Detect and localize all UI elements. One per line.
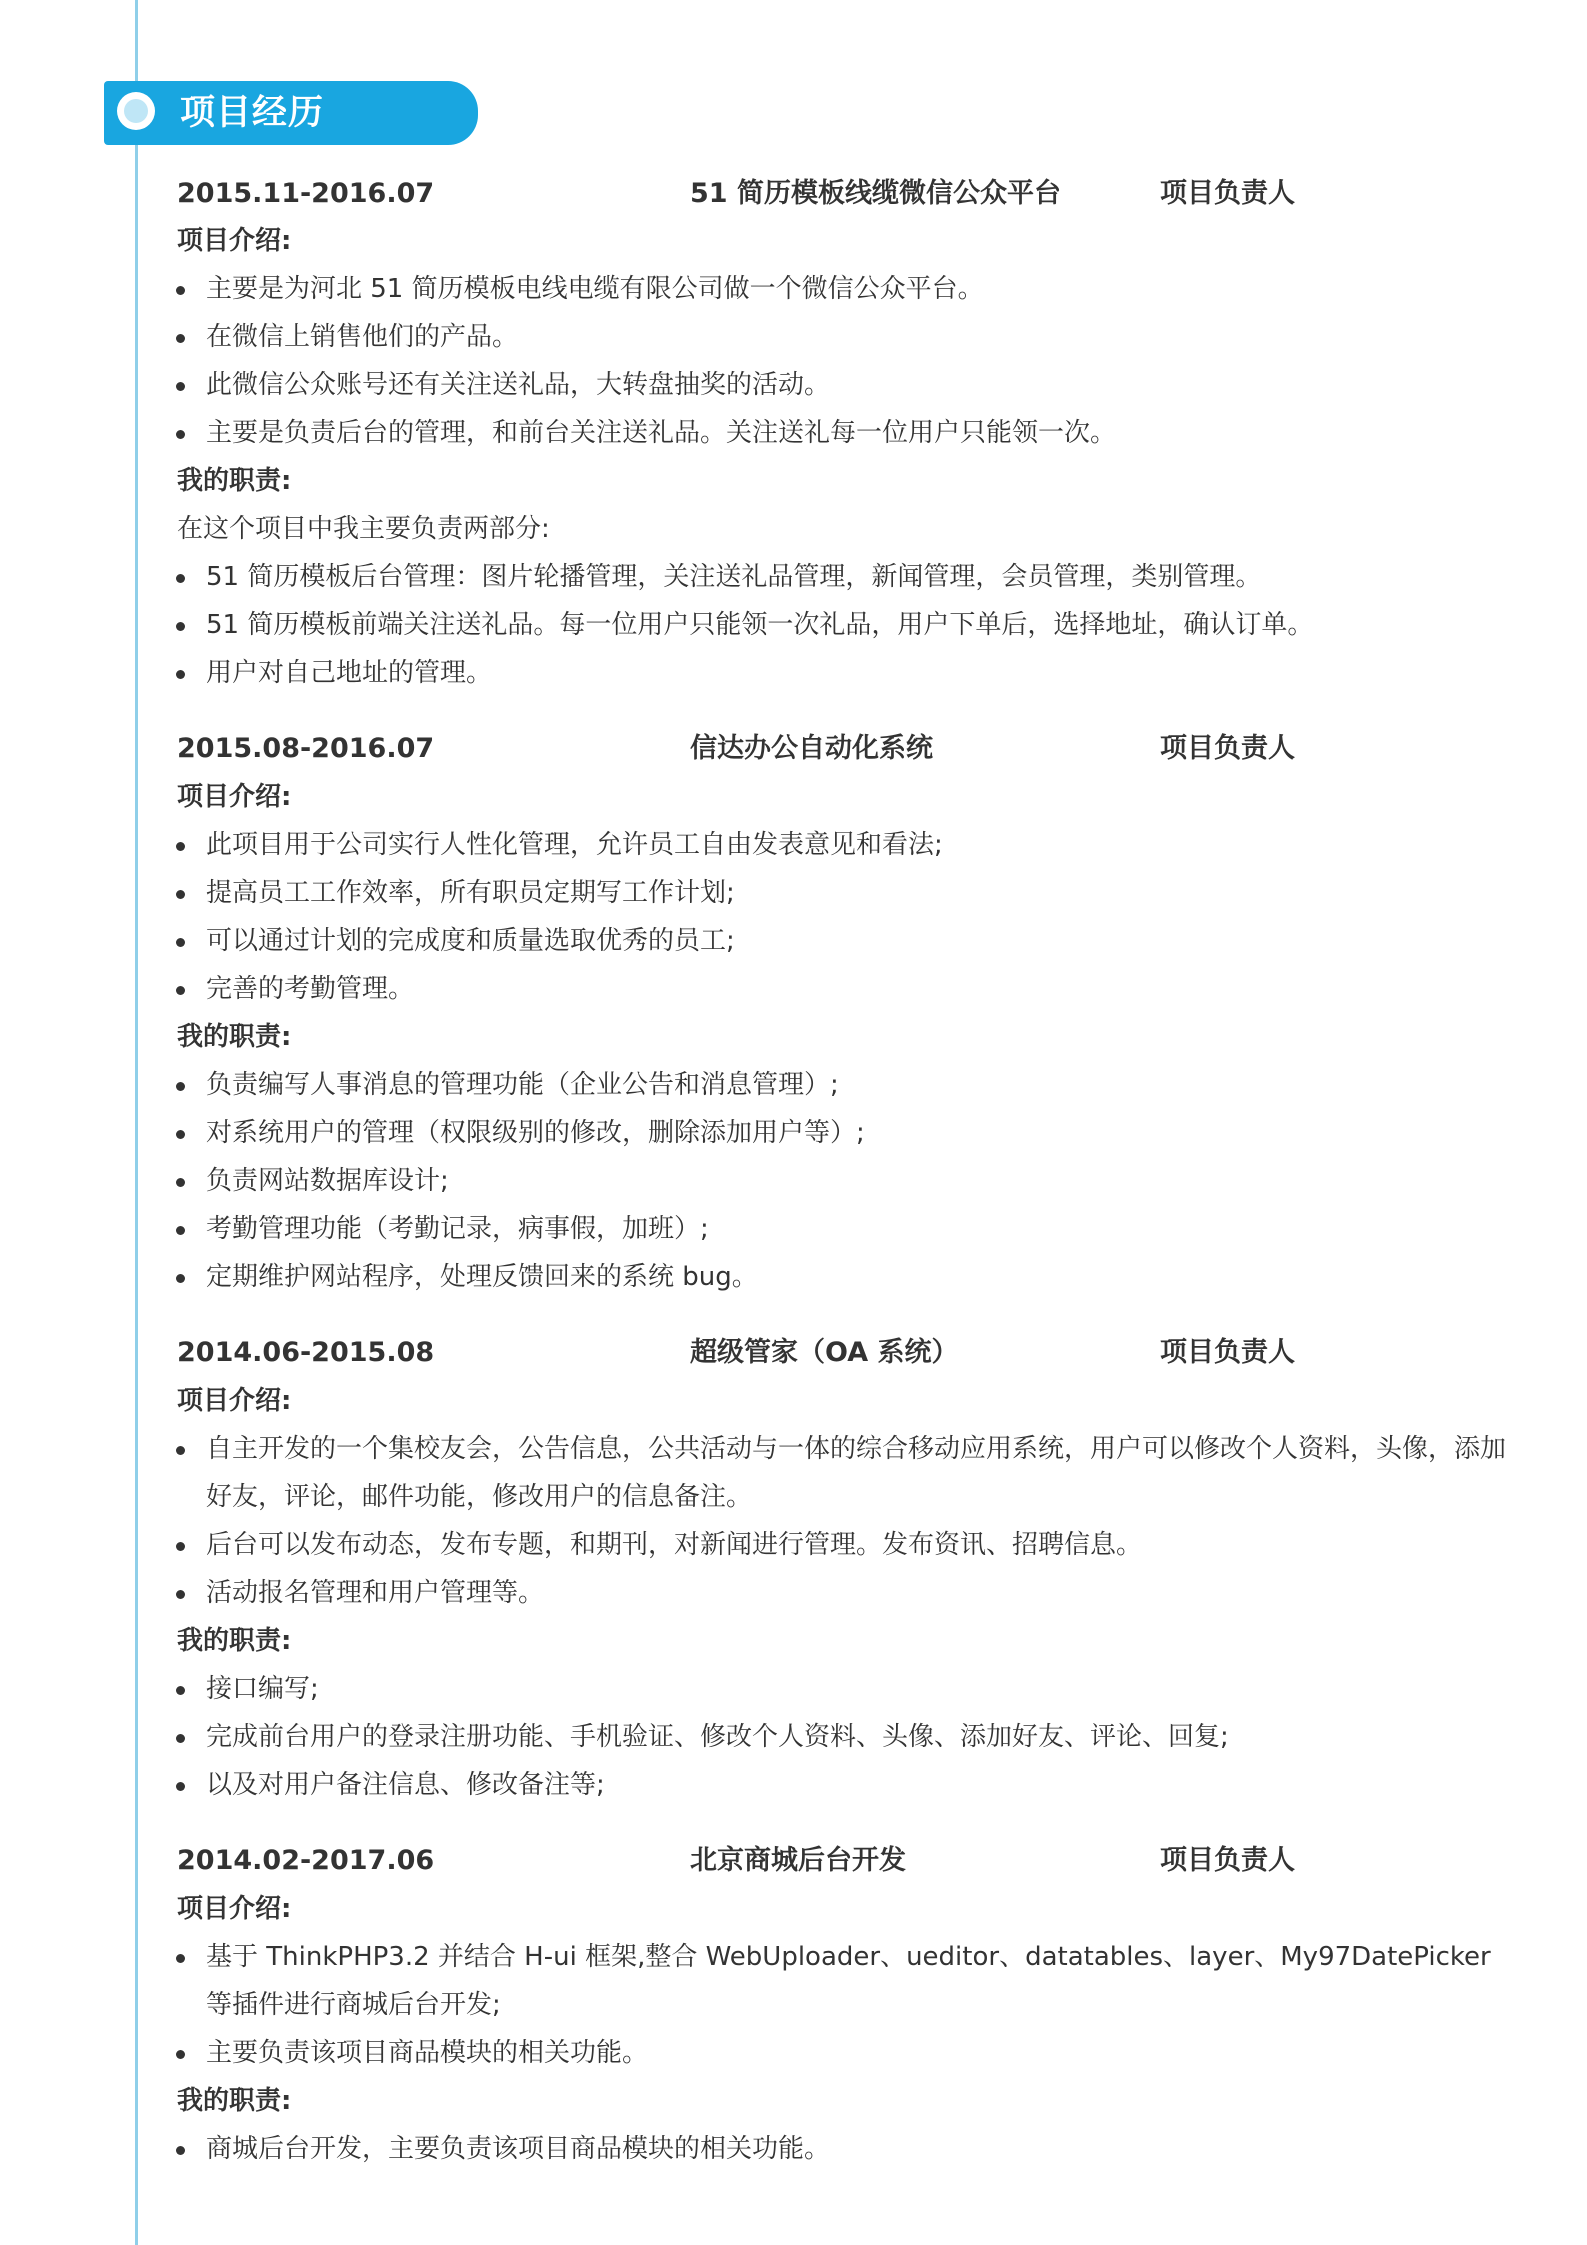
duty-label: 我的职责: — [177, 466, 292, 496]
list-item: 自主开发的一个集校友会，公告信息，公共活动与一体的综合移动应用系统，用户可以修改个人资料，头像，添加好友，评论，邮件功能，修改用户的信息备注。 — [176, 1425, 1506, 1521]
list-item: 主要是为河北 51 简历模板电线电缆有限公司做一个微信公众平台。 — [176, 265, 1506, 313]
project-name: 超级管家（OA 系统） — [690, 1337, 959, 1368]
bullet-icon — [176, 1082, 185, 1091]
project-date: 2014.02-2017.06 — [177, 1845, 435, 1876]
project-role: 项目负责人 — [1160, 1845, 1295, 1876]
project-name: 信达办公自动化系统 — [690, 733, 933, 764]
bullet-icon — [176, 1446, 185, 1455]
bullet-icon — [176, 1542, 185, 1551]
list-item: 接口编写; — [176, 1665, 1506, 1713]
intro-label: 项目介绍: — [177, 782, 292, 812]
list-item: 完善的考勤管理。 — [176, 965, 1506, 1013]
list-item: 用户对自己地址的管理。 — [176, 649, 1506, 697]
section-title: 项目经历 — [180, 93, 325, 133]
list-item: 主要是负责后台的管理，和前台关注送礼品。关注送礼每一位用户只能领一次。 — [176, 409, 1506, 457]
duty-label: 我的职责: — [177, 1626, 292, 1656]
bullet-icon — [176, 1178, 185, 1187]
bullet-icon — [176, 334, 185, 343]
project-role: 项目负责人 — [1160, 1337, 1295, 1368]
bullet-icon — [176, 1274, 185, 1283]
project-name: 北京商城后台开发 — [690, 1845, 906, 1876]
list-item: 51 简历模板前端关注送礼品。每一位用户只能领一次礼品，用户下单后，选择地址，确认订单。 — [176, 601, 1506, 649]
list-item: 商城后台开发，主要负责该项目商品模块的相关功能。 — [176, 2125, 1506, 2173]
list-item: 活动报名管理和用户管理等。 — [176, 1569, 1506, 1617]
list-item: 51 简历模板后台管理：图片轮播管理，关注送礼品管理，新闻管理，会员管理，类别管理。 — [176, 553, 1506, 601]
bullet-icon — [176, 842, 185, 851]
bullet-icon — [176, 1686, 185, 1695]
bullet-icon — [176, 938, 185, 947]
list-item: 负责网站数据库设计; — [176, 1157, 1506, 1205]
project-date: 2015.08-2016.07 — [177, 733, 435, 764]
list-item: 提高员工工作效率，所有职员定期写工作计划; — [176, 869, 1506, 917]
bullet-icon — [176, 670, 185, 679]
bullet-icon — [176, 1734, 185, 1743]
bullet-icon — [176, 1130, 185, 1139]
intro-label: 项目介绍: — [177, 1894, 292, 1924]
bullet-icon — [176, 574, 185, 583]
project-date: 2014.06-2015.08 — [177, 1337, 435, 1368]
bullet-icon — [176, 1782, 185, 1791]
list-item: 可以通过计划的完成度和质量选取优秀的员工; — [176, 917, 1506, 965]
list-item: 后台可以发布动态，发布专题，和期刊，对新闻进行管理。发布资讯、招聘信息。 — [176, 1521, 1506, 1569]
bullet-icon — [176, 286, 185, 295]
list-item: 负责编写人事消息的管理功能（企业公告和消息管理）; — [176, 1061, 1506, 1109]
list-item: 基于 ThinkPHP3.2 并结合 H-ui 框架,整合 WebUploader、ueditor、datatables、layer、My97DatePicker 等插件进行商城后台开发; — [176, 1933, 1506, 2029]
project-role: 项目负责人 — [1160, 178, 1295, 209]
duty-lead: 在这个项目中我主要负责两部分: — [177, 514, 550, 544]
bullet-icon — [176, 622, 185, 631]
list-item: 完成前台用户的登录注册功能、手机验证、修改个人资料、头像、添加好友、评论、回复; — [176, 1713, 1506, 1761]
project-role: 项目负责人 — [1160, 733, 1295, 764]
timeline-line — [135, 0, 138, 2245]
duty-label: 我的职责: — [177, 1022, 292, 1052]
project-name: 51 简历模板线缆微信公众平台 — [690, 178, 1061, 209]
list-item: 定期维护网站程序，处理反馈回来的系统 bug。 — [176, 1253, 1506, 1301]
bullet-icon — [176, 430, 185, 439]
bullet-icon — [176, 1590, 185, 1599]
list-item: 主要负责该项目商品模块的相关功能。 — [176, 2029, 1506, 2077]
project-header — [0, 729, 1587, 769]
bullet-icon — [176, 1226, 185, 1235]
timeline-dot-icon — [117, 92, 155, 130]
bullet-icon — [176, 986, 185, 995]
project-header — [0, 174, 1587, 214]
list-item: 对系统用户的管理（权限级别的修改，删除添加用户等）; — [176, 1109, 1506, 1157]
list-item: 考勤管理功能（考勤记录，病事假，加班）; — [176, 1205, 1506, 1253]
bullet-icon — [176, 1954, 185, 1963]
list-item: 在微信上销售他们的产品。 — [176, 313, 1506, 361]
project-header — [0, 1333, 1587, 1373]
bullet-icon — [176, 382, 185, 391]
bullet-icon — [176, 2146, 185, 2155]
duty-label: 我的职责: — [177, 2086, 292, 2116]
list-item: 以及对用户备注信息、修改备注等; — [176, 1761, 1506, 1809]
list-item: 此微信公众账号还有关注送礼品，大转盘抽奖的活动。 — [176, 361, 1506, 409]
project-header — [0, 1841, 1587, 1881]
list-item: 此项目用于公司实行人性化管理，允许员工自由发表意见和看法; — [176, 821, 1506, 869]
intro-label: 项目介绍: — [177, 226, 292, 256]
intro-label: 项目介绍: — [177, 1386, 292, 1416]
project-date: 2015.11-2016.07 — [177, 178, 435, 209]
bullet-icon — [176, 2050, 185, 2059]
bullet-icon — [176, 890, 185, 899]
